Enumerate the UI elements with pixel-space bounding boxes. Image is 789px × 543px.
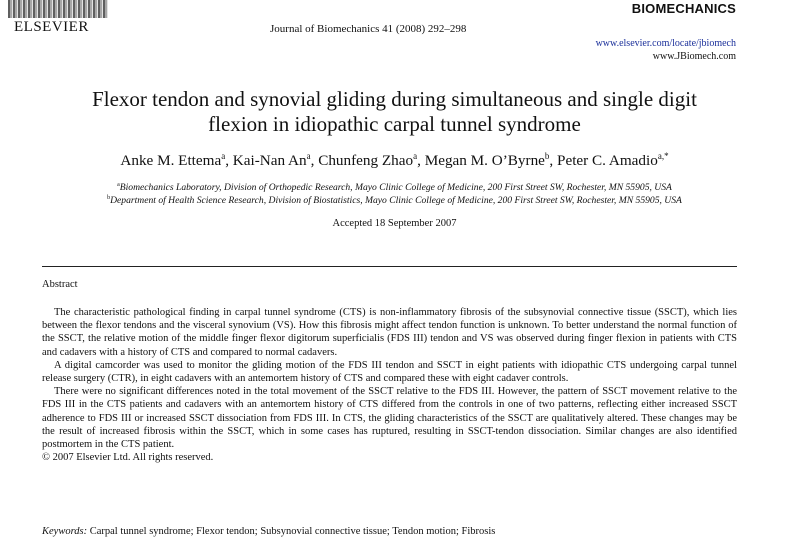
keywords-label: Keywords:: [42, 526, 88, 537]
author-name: Megan M. O’Byrne: [424, 152, 545, 169]
affiliation-text: Biomechanics Laboratory, Division of Orthopedic Research, Mayo Clinic College of Medicine, 200 First Street SW, Rochester, MN 55905, USA: [119, 182, 672, 193]
affiliation-text: Department of Health Science Research, Division of Biostatistics, Mayo Clinic College of Medicine, 200 First Street SW, Rochester, MN 55905, USA: [110, 195, 682, 206]
keywords: [42, 526, 495, 537]
journal-citation: Journal of Biomechanics 41 (2008) 292–298: [270, 23, 467, 35]
author-affiliation-mark: a: [306, 151, 311, 161]
author-affiliation-mark: a: [413, 151, 418, 161]
affiliation-a: [0, 182, 789, 193]
article-title: [20, 87, 769, 137]
abstract-paragraph: The characteristic pathological finding in carpal tunnel syndrome (CTS) is non-inflammatory fibrosis of the subsynovial connective tissue (SSCT), which lies between the flexor tendons and the visceral synovium (VS). How this fibrosis might affect tendon function is unknown. To better understand the normal function of the SSCT, the relative motion of the middle finger flexor digitorum superficialis (FDS III) tendon and VS was observed during finger flexion in patients with CTS and cadavers with a history of CTS and compared to normal cadavers.: [42, 307, 737, 358]
author-name: Anke M. Ettema: [120, 152, 222, 169]
author-name: Chunfeng Zhao: [318, 152, 414, 169]
abstract-paragraph: A digital camcorder was used to monitor the gliding motion of the FDS III tendon and SSCT in eight patients with idiopathic CTS undergoing carpal tunnel release surgery (CTR), in eight cadavers with an antemortem history of CTS and compared these with eight cadaver controls.: [42, 359, 737, 385]
author-affiliation-mark: a,*: [657, 151, 669, 161]
affiliation-mark: b: [107, 195, 111, 201]
affiliation-b: [0, 195, 789, 206]
publisher-logo: [8, 0, 108, 18]
author-name: Kai-Nan An: [232, 152, 307, 169]
copyright-notice: © 2007 Elsevier Ltd. All rights reserved.: [42, 452, 214, 464]
keywords-text: Carpal tunnel syndrome; Flexor tendon; Subsynovial connective tissue; Tendon motion; Fibrosis: [89, 526, 496, 537]
publisher-name: ELSEVIER: [14, 19, 89, 35]
accepted-date: Accepted 18 September 2007: [332, 218, 457, 229]
journal-locate-link[interactable]: www.elsevier.com/locate/jbiomech: [595, 38, 736, 49]
abstract-body: [42, 306, 737, 464]
author-list: Anke M. Ettema$^a$, Kai-Nan An$^a$, Chunfeng Zhao$^a$, Megan M. O’Byrne$^b$, Peter C. Amadio$^{a,*}$: [120, 151, 669, 169]
author-name: Peter C. Amadio: [557, 152, 658, 169]
author-affiliation-mark: a: [221, 151, 226, 161]
author-affiliation-mark: b: [544, 151, 550, 161]
affiliation-mark: a: [117, 182, 120, 188]
journal-name: BIOMECHANICS: [631, 1, 736, 16]
abstract-heading: Abstract: [42, 279, 78, 290]
section-divider: [42, 266, 737, 267]
abstract-paragraph: There were no significant differences noted in the total movement of the SSCT relative to the FDS III. However, the pattern of SSCT movement relative to the FDS III in the CTS patients and cadavers with an antemortem history of CTS differed from the controls in one of two patterns, reflecting either increased SSCT adherence to FDS III or increased SSCT dissociation from FDS III. In CTS, the gliding characteristics of the SSCT are qualitatively altered. These changes may be the result of increased fibrosis within the SSCT, which in some cases has ruptured, resulting in SSCT-tendon dissociation. Similar changes are also identified postmortem in the CTS patient.: [42, 386, 737, 451]
article-title-line-1: Flexor tendon and synovial gliding during simultaneous and single digit: [92, 87, 697, 111]
journal-home-link[interactable]: www.JBiomech.com: [652, 51, 736, 62]
article-title-line-2: flexion in idiopathic carpal tunnel syndrome: [208, 112, 581, 136]
